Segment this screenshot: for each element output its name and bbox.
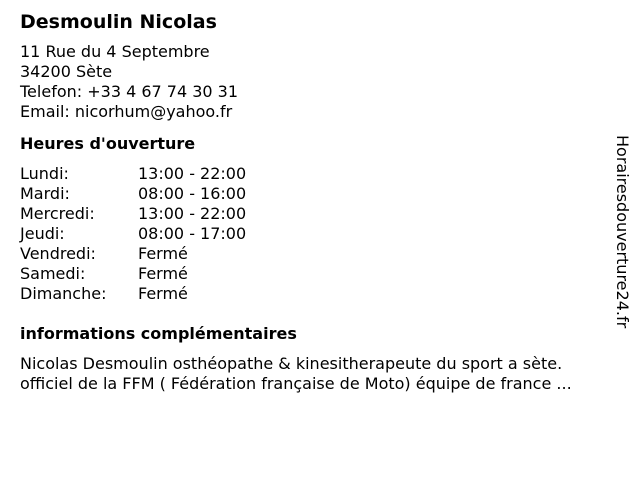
hours-row-friday	[20, 244, 610, 264]
hours-row-monday	[20, 164, 610, 184]
hours-row-thursday	[20, 224, 610, 244]
time-value: Fermé	[138, 244, 188, 263]
time-value: 08:00 - 16:00	[138, 184, 247, 203]
time-value: Fermé	[138, 284, 188, 303]
hours-title: Heures d'ouverture	[20, 134, 196, 153]
day-label: Jeudi:	[20, 224, 65, 243]
contact-block	[20, 42, 610, 122]
watermark-text: Horairesdouverture24.fr	[613, 135, 632, 329]
info-description	[20, 354, 610, 394]
day-label: Lundi:	[20, 164, 69, 183]
hours-row-saturday	[20, 264, 610, 284]
hours-row-tuesday	[20, 184, 610, 204]
day-label: Mardi:	[20, 184, 70, 203]
opening-hours-list	[20, 164, 610, 304]
email-line: Email: nicorhum@yahoo.fr	[20, 102, 233, 121]
info-line: officiel de la FFM ( Fédération française de Moto) équipe de france ...	[20, 374, 572, 393]
day-label: Dimanche:	[20, 284, 107, 303]
time-value: 13:00 - 22:00	[138, 164, 247, 183]
phone-line: Telefon: +33 4 67 74 30 31	[20, 82, 239, 101]
time-value: 08:00 - 17:00	[138, 224, 247, 243]
hours-row-sunday	[20, 284, 610, 304]
address-street: 11 Rue du 4 Septembre	[20, 42, 210, 61]
business-card	[20, 10, 610, 394]
info-title: informations complémentaires	[20, 324, 297, 343]
business-name: Desmoulin Nicolas	[20, 11, 217, 33]
address-city: 34200 Sète	[20, 62, 113, 81]
time-value: Fermé	[138, 264, 188, 283]
day-label: Vendredi:	[20, 244, 96, 263]
time-value: 13:00 - 22:00	[138, 204, 247, 223]
info-line: Nicolas Desmoulin osthéopathe & kinesitherapeute du sport a sète.	[20, 354, 563, 373]
hours-row-wednesday	[20, 204, 610, 224]
day-label: Mercredi:	[20, 204, 95, 223]
day-label: Samedi:	[20, 264, 86, 283]
